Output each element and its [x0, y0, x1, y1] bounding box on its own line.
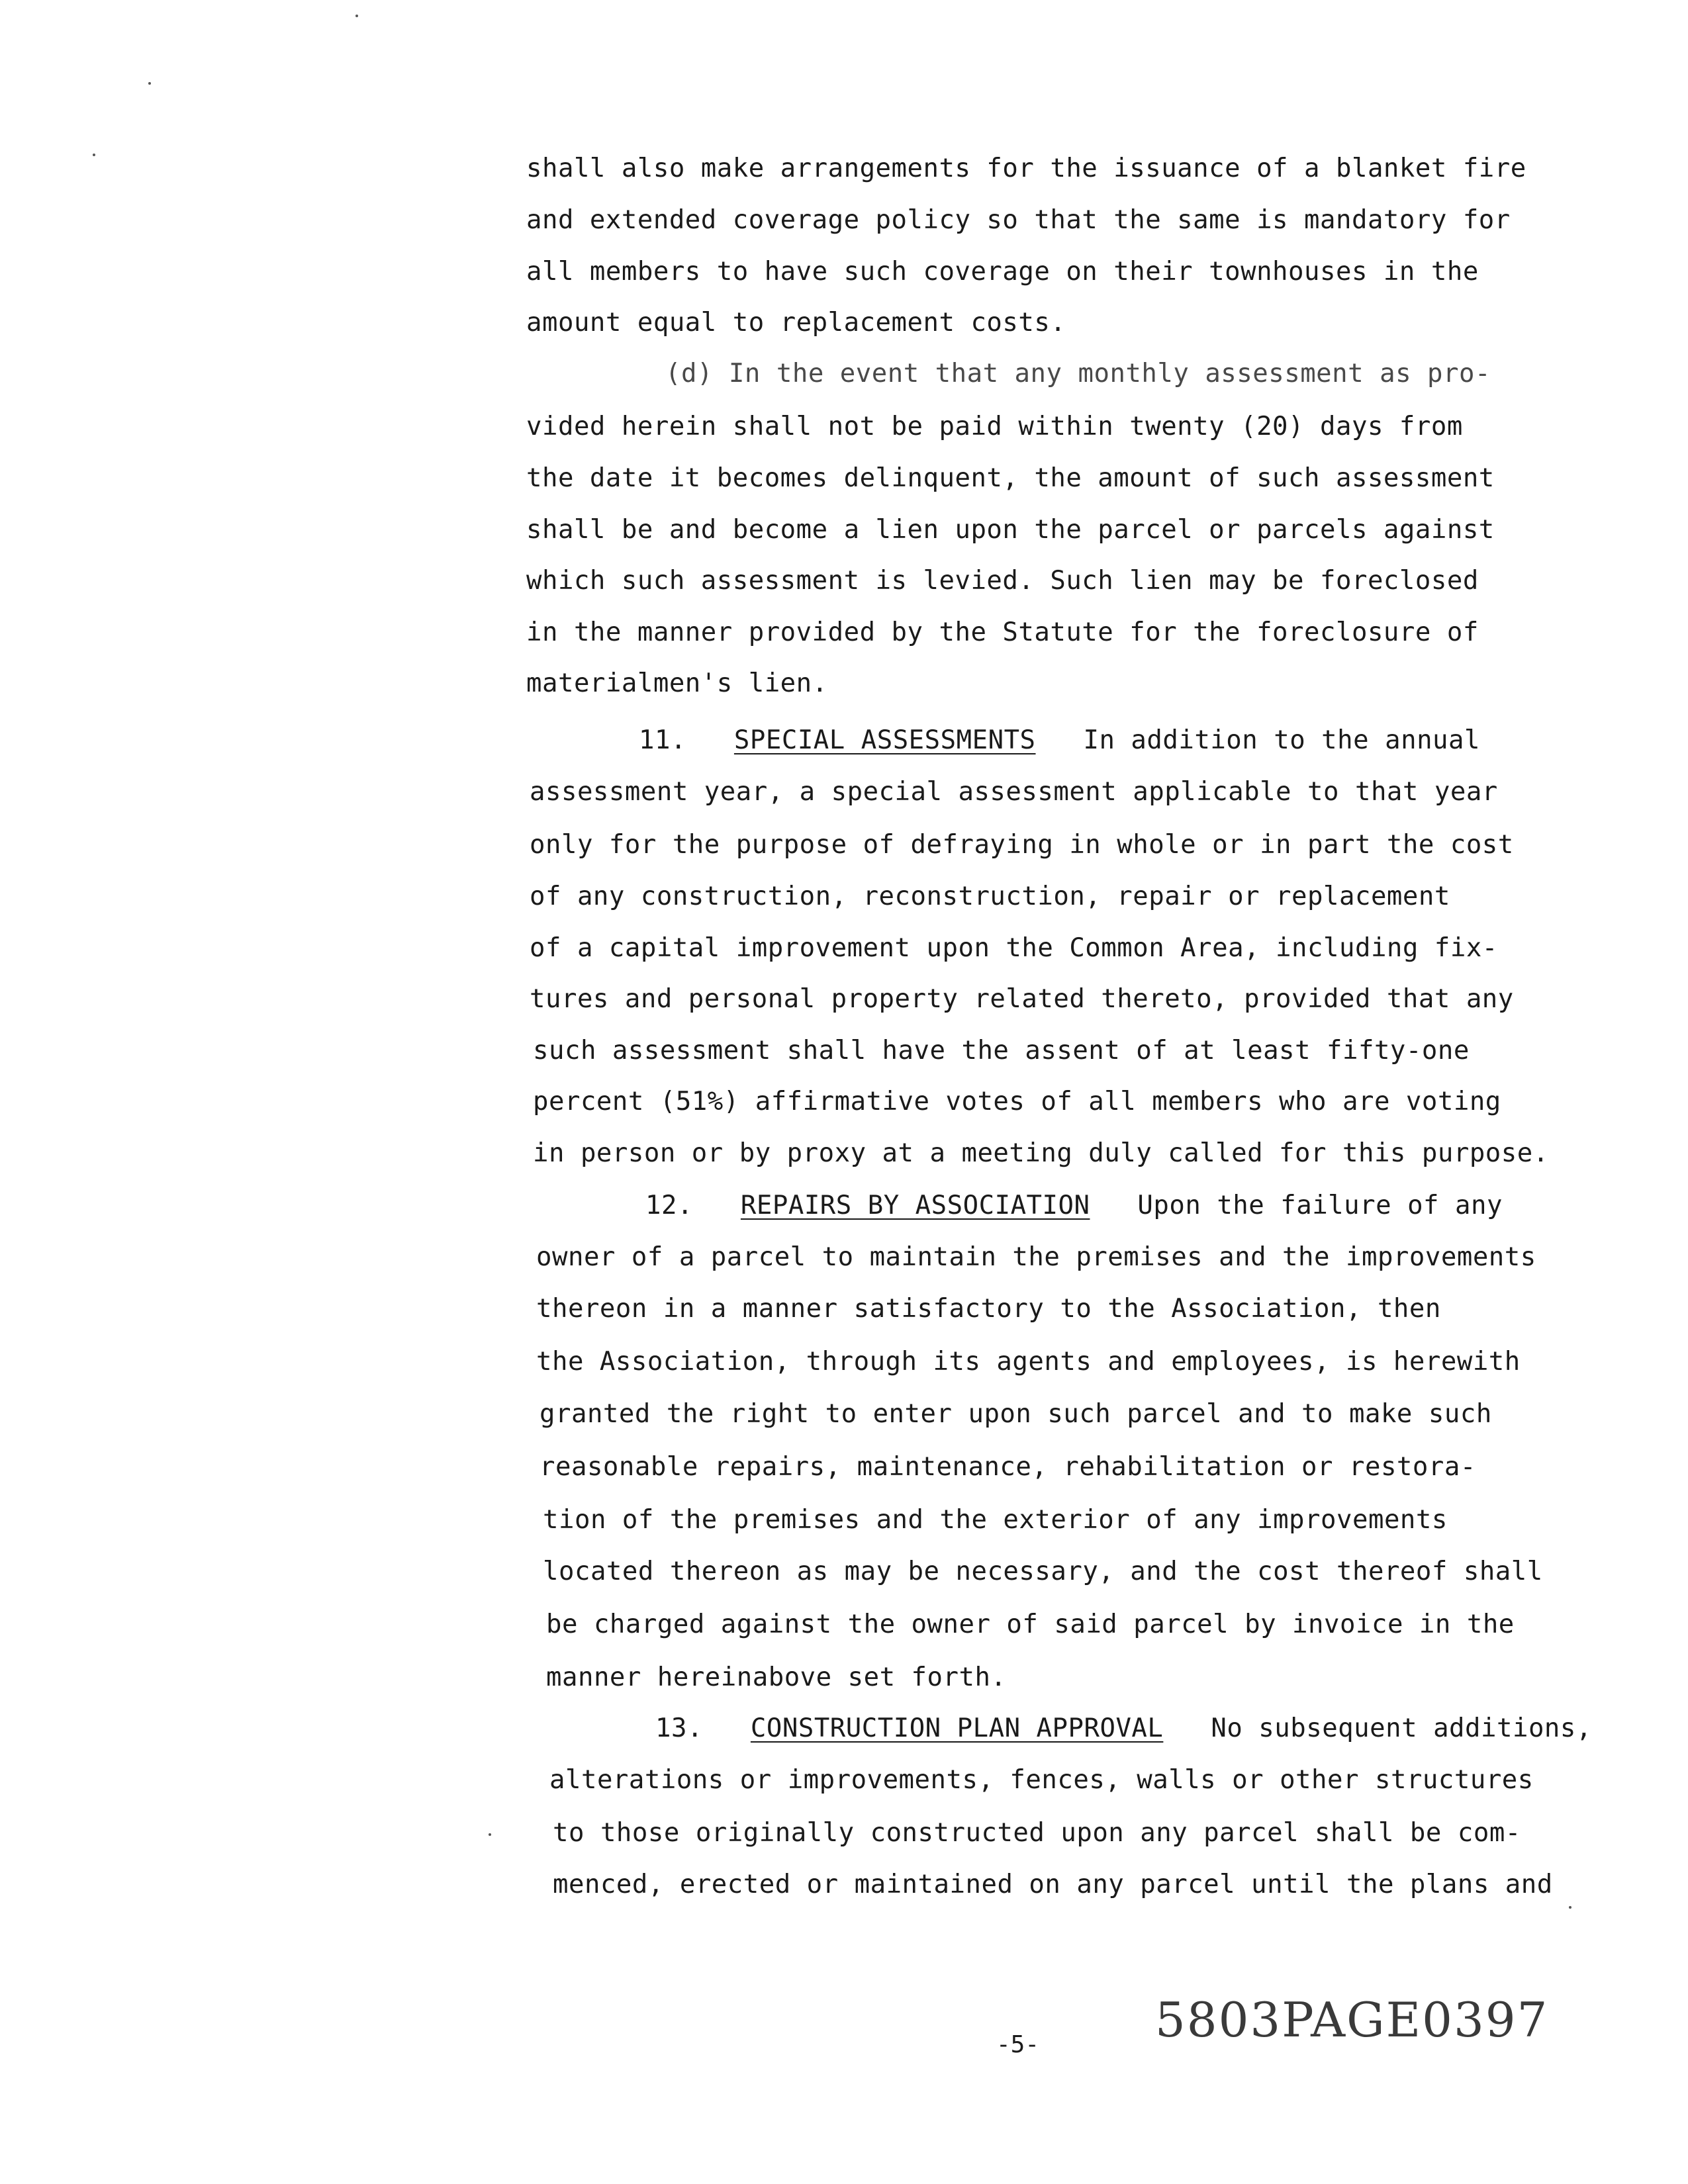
body-line: manner hereinabove set forth. [546, 1662, 1007, 1692]
body-line: tion of the premises and the exterior of any improvements [543, 1505, 1448, 1535]
scan-speck [1569, 1906, 1571, 1909]
section-heading: CONSTRUCTION PLAN APPROVAL [750, 1713, 1164, 1743]
section-heading: SPECIAL ASSESSMENTS [733, 725, 1036, 755]
body-line: located thereon as may be necessary, and the cost thereof shall [543, 1557, 1543, 1586]
body-line: granted the right to enter upon such parcel and to make such [539, 1399, 1492, 1429]
section-11-heading-line [639, 724, 1480, 757]
body-line: in the manner provided by the Statute for the foreclosure of [526, 617, 1479, 647]
body-line: only for the purpose of defraying in whole or in part the cost [530, 830, 1514, 860]
paragraph-d-first-line: (d) In the event that any monthly assessment as pro- [665, 359, 1491, 388]
body-line: be charged against the owner of said parcel by invoice in the [546, 1610, 1515, 1639]
body-line: and extended coverage policy so that the same is mandatory for [526, 205, 1511, 235]
body-line: assessment year, a special assessment applicable to that year [530, 777, 1498, 807]
section-number: 13. [655, 1713, 703, 1743]
body-line: shall be and become a lien upon the parcel or parcels against [526, 515, 1495, 545]
recording-stamp: 5803PAGE0397 [1155, 1992, 1549, 2048]
body-line: owner of a parcel to maintain the premises and the improvements [536, 1242, 1536, 1272]
section-number: 11. [639, 725, 686, 755]
section-heading: REPAIRS BY ASSOCIATION [740, 1191, 1090, 1220]
body-line: reasonable repairs, maintenance, rehabilitation or restora- [539, 1452, 1476, 1482]
body-line: such assessment shall have the assent of at least fifty-one [533, 1036, 1470, 1066]
body-line: the date it becomes delinquent, the amount of such assessment [526, 463, 1495, 493]
body-line: to those originally constructed upon any parcel shall be com- [553, 1818, 1521, 1848]
section-13-heading-line [655, 1712, 1592, 1745]
section-first-line-text: No subsequent additions, [1211, 1713, 1592, 1743]
body-line: alterations or improvements, fences, walls or other structures [549, 1765, 1534, 1795]
body-line: which such assessment is levied. Such lien may be foreclosed [526, 566, 1479, 596]
body-line: of any construction, reconstruction, repair or replacement [530, 882, 1450, 911]
body-line: materialmen's lien. [526, 668, 828, 698]
body-line: vided herein shall not be paid within twenty (20) days from [526, 412, 1463, 441]
body-line: all members to have such coverage on their townhouses in the [526, 257, 1479, 287]
scan-speck [489, 1833, 491, 1836]
body-line: of a capital improvement upon the Common Area, including fix- [530, 933, 1498, 963]
body-line: the Association, through its agents and employees, is herewith [536, 1347, 1521, 1377]
section-12-heading-line [645, 1189, 1503, 1222]
body-line: amount equal to replacement costs. [526, 308, 1066, 338]
section-number: 12. [645, 1191, 693, 1220]
scan-speck [148, 82, 151, 85]
scan-speck [355, 15, 358, 17]
body-line: menced, erected or maintained on any parcel until the plans and [553, 1870, 1553, 1899]
body-line: in person or by proxy at a meeting duly called for this purpose. [533, 1138, 1549, 1168]
section-first-line-text: In addition to the annual [1083, 725, 1480, 755]
body-line: percent (51%) affirmative votes of all members who are voting [533, 1087, 1501, 1116]
scan-speck [93, 154, 95, 156]
body-line: thereon in a manner satisfactory to the Association, then [536, 1294, 1441, 1324]
body-line: tures and personal property related thereto, provided that any [530, 984, 1514, 1014]
section-first-line-text: Upon the failure of any [1137, 1191, 1503, 1220]
page-number: -5- [996, 2031, 1040, 2058]
body-line: shall also make arrangements for the issuance of a blanket fire [526, 154, 1526, 183]
